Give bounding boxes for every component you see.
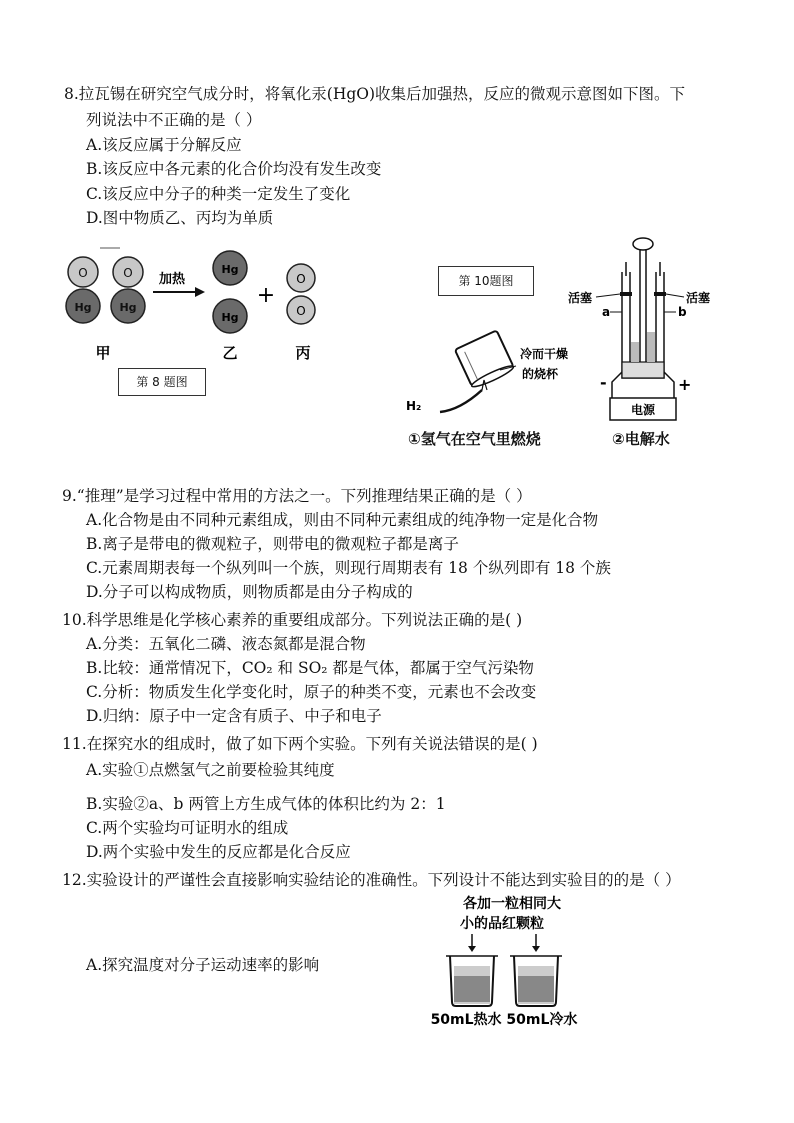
hg-atom-label: Hg	[221, 263, 239, 276]
q11-option-a: A.实验①点燃氢气之前要检验其纯度	[86, 761, 335, 779]
q9-stem: 9.“推理”是学习过程中常用的方法之一。下列推理结果正确的是（ ）	[62, 487, 532, 505]
label-yi: 乙	[222, 344, 238, 362]
q12-stem: 12.实验设计的严谨性会直接影响实验结论的准确性。下列设计不能达到实验目的的是（ ）	[62, 871, 681, 889]
exp2-label: ②电解水	[612, 430, 670, 448]
hg-atom-label: Hg	[74, 301, 92, 314]
hgo-molecule-2	[111, 257, 145, 323]
q10-option-c: C.分析：物质发生化学变化时，原子的种类不变，元素也不会改变	[86, 683, 537, 701]
q10-option-d: D.归纳：原子中一定含有质子、中子和电子	[86, 707, 382, 725]
beaker-label-1: 冷而干燥	[520, 347, 569, 361]
tube-b-label: b	[678, 305, 687, 319]
q9-option-a: A.化合物是由不同种元素组成，则由不同种元素组成的纯净物一定是化合物	[86, 511, 599, 529]
heat-label: 加热	[158, 272, 186, 287]
q10-option-a: A.分类：五氧化二磷、液态氮都是混合物	[86, 635, 366, 653]
o-atom-label: O	[296, 272, 306, 286]
gas-tube	[440, 390, 482, 412]
q11-option-b: B.实验②a、b 两管上方生成气体的体积比约为 2：1	[86, 795, 446, 813]
minus-electrode-label: -	[600, 373, 607, 392]
q8-option-d: D.图中物质乙、丙均为单质	[86, 209, 274, 227]
q11-stem: 11.在探究水的组成时，做了如下两个实验。下列有关说法错误的是( )	[62, 735, 538, 753]
h2-label: H₂	[406, 399, 422, 413]
stopcock-left-label: 活塞	[568, 291, 593, 305]
beaker-label-2: 的烧杯	[522, 367, 559, 381]
electrolysis-diagram	[560, 232, 730, 424]
fig12-bottom-label: 50mL热水 50mL冷水	[430, 1012, 578, 1028]
q11-option-c: C.两个实验均可证明水的组成	[86, 819, 289, 837]
q9-option-d: D.分子可以构成物质，则物质都是由分子构成的	[86, 583, 413, 601]
fig12-label-2: 小的品红颗粒	[460, 916, 544, 932]
q9-option-c: C.元素周期表每一个纵列叫一个族，则现行周期表有 18 个纵列即有 18 个族	[86, 559, 611, 577]
q12-option-a: A.探究温度对分子运动速率的影响	[86, 956, 320, 974]
o-atom-label: O	[78, 266, 88, 280]
tube-a-label: a	[602, 305, 611, 319]
stopcock-right-icon	[654, 292, 666, 296]
beakers-diagram	[424, 894, 594, 1028]
hg-atom-label: Hg	[119, 301, 137, 314]
hydrogen-burning-diagram	[400, 330, 570, 420]
label-jia: 甲	[95, 344, 111, 362]
q8-option-b: B.该反应中各元素的化合价均没有发生改变	[86, 160, 382, 178]
q8-option-c: C.该反应中分子的种类一定发生了变化	[86, 185, 351, 203]
plus-sign: +	[256, 283, 276, 308]
arrow-down-icon	[468, 946, 476, 952]
o-atom-label: O	[123, 266, 133, 280]
stopcock-left-icon	[620, 292, 632, 296]
q10-option-b: B.比较：通常情况下，CO₂ 和 SO₂ 都是气体，都属于空气污染物	[86, 659, 534, 677]
q10-stem: 10.科学思维是化学核心素养的重要组成部分。下列说法正确的是( )	[62, 611, 523, 629]
label-bing: 丙	[295, 344, 311, 362]
q11-option-d: D.两个实验中发生的反应都是化合反应	[86, 843, 351, 861]
stopcock-right-label: 活塞	[686, 291, 711, 305]
hgo-molecule-1	[66, 257, 100, 323]
plus-electrode-label: +	[678, 375, 692, 394]
q9-option-b: B.离子是带电的微观粒子，则带电的微观粒子都是离子	[86, 535, 459, 553]
q8-molecule-diagram	[55, 240, 335, 370]
q8-stem-line1: 8.拉瓦锡在研究空气成分时，将氧化汞(HgO)收集后加强热，反应的微观示意图如下图。下	[64, 85, 686, 103]
q8-figure-caption: 第 8 题图	[118, 368, 206, 396]
exp1-label: ①氢气在空气里燃烧	[408, 430, 541, 448]
q8-stem-line2: 列说法中不正确的是（ ）	[86, 111, 262, 129]
fig10-caption: 第 10题图	[438, 266, 534, 296]
o-atom-label: O	[296, 304, 306, 318]
fig12-label-1: 各加一粒相同大	[463, 896, 561, 912]
power-label: 电源	[630, 403, 656, 417]
q8-option-a: A.该反应属于分解反应	[86, 136, 242, 154]
arrow-down-icon	[532, 946, 540, 952]
hg-atom-label: Hg	[221, 311, 239, 324]
